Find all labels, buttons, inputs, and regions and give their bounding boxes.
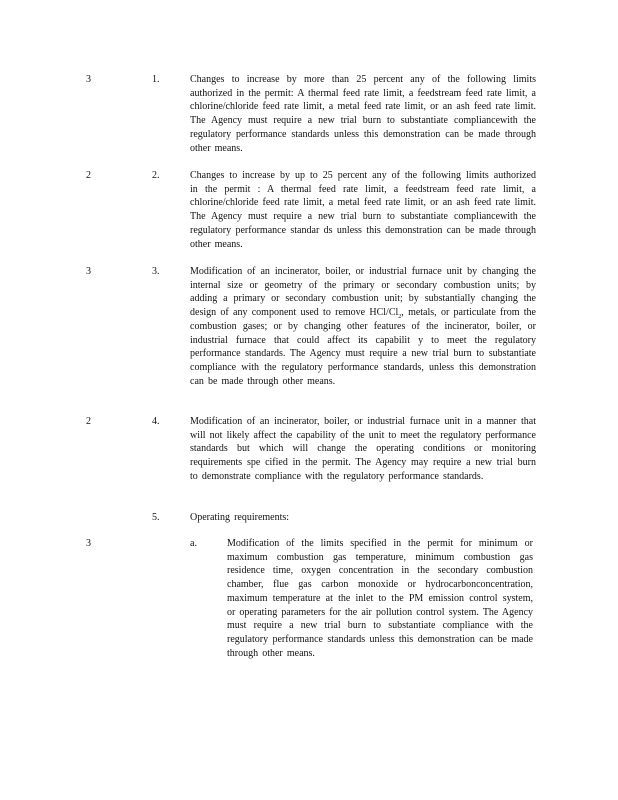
class-number: 2 bbox=[86, 416, 91, 427]
subitem-letter: a. bbox=[190, 538, 197, 549]
item-number: 4. bbox=[152, 416, 160, 427]
item-number: 5. bbox=[152, 512, 160, 523]
subscript: 2 bbox=[398, 314, 402, 321]
item-number: 3. bbox=[152, 266, 160, 277]
item-description: Changes to increase by more than 25 percent any of the following limits authorized in the permit: A thermal feed rate limit, a feedstream feed rate limit, a chlorine/chloride feed rate limit, a metal feed rate limit, or an ash feed rate limit. The Agency must require a new trial burn to substantiate compliancewith the regulatory performance standards unless this demonstration can be made through other means. bbox=[190, 74, 536, 154]
item-number: 1. bbox=[152, 74, 160, 85]
item-description-part: , metals, or particulate from the combustion gases; or by changing other features of the incinerator, boiler, or industrial furnace that could affect its capabilit y to meet the regulatory performance standards. The Agency must require a new trial burn to substantiate compliance with the regulatory performance standards, unless this demonstration can be made through other means. bbox=[190, 307, 536, 387]
item-description bbox=[190, 265, 536, 388]
item-description: Changes to increase by up to 25 percent any of the following limits authorized in the permit : A thermal feed rate limit, a feedstream feed rate limit, a chlorine/chloride feed rate limit, a metal feed rate limit, or an ash feed rate limit. The Agency must require a new trial burn to substantiate compliancewith the regulatory performance standar ds unless this demonstration can be made through other means. bbox=[190, 170, 536, 250]
item-description: Modification of an incinerator, boiler, or industrial furnace unit in a manner that will not likely affect the capability of the unit to meet the regulatory performance standards but which will change the operating conditions or monitoring requirements spe cified in the permit. The Agency may require a new trial burn to demonstrate compliance with the regulatory performance standards. bbox=[190, 416, 536, 482]
item-description-part: Modification of an incinerator, boiler, or industrial furnace unit by changing the internal size or geometry of the primary or secondary combustion units; by adding a primary or secondary combustion unit; by substantially changing the design of any component used to remove HCl/Cl bbox=[190, 266, 536, 319]
class-number: 3 bbox=[86, 266, 91, 277]
class-number: 3 bbox=[86, 74, 91, 85]
subitem-description: Modification of the limits specified in the permit for minimum or maximum combustion gas temperature, minimum combustion gas residence time, oxygen concentration in the secondary combustion chamber, flue gas carbon monoxide or hydrocarbonconcentration, maximum temperature at the inlet to the PM emission control system, or operating parameters for the air pollution control system. The Agency must require a new trial burn to substantiate compliance with the regulatory performance standards unless this demonstration can be made through other means. bbox=[227, 538, 534, 659]
class-number: 2 bbox=[86, 170, 91, 181]
class-number: 3 bbox=[86, 538, 91, 549]
item-heading: Operating requirements: bbox=[190, 512, 290, 523]
item-number: 2. bbox=[152, 170, 160, 181]
